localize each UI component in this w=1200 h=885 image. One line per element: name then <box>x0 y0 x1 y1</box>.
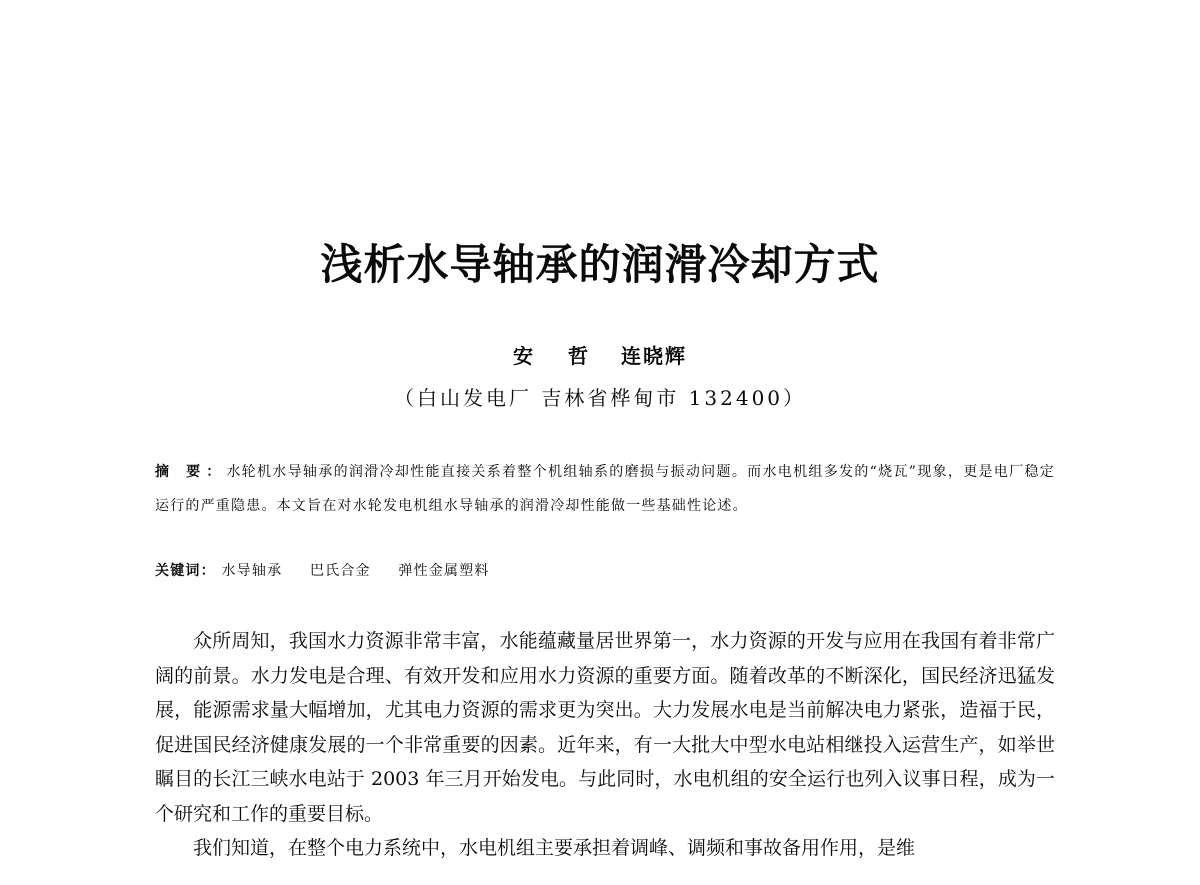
keywords <box>155 560 1055 580</box>
body-text <box>155 624 1055 866</box>
keyword: 弹性金属塑料 <box>398 563 490 579</box>
keyword: 水导轴承 <box>221 563 283 579</box>
author-name: 安 哲 <box>513 344 602 368</box>
author-list <box>0 340 1200 369</box>
author-name: 连晓辉 <box>620 344 687 368</box>
paragraph: 我们知道，在整个电力系统中，水电机组主要承担着调峰、调频和事故备用作用，是维 <box>193 837 916 859</box>
abstract <box>155 455 1055 523</box>
keyword: 巴氏合金 <box>309 563 371 579</box>
abstract-label: 摘 要： <box>155 464 227 480</box>
author-affiliation: （白山发电厂 吉林省桦甸市 132400） <box>393 386 807 410</box>
paper-title: 浅析水导轴承的润滑冷却方式 <box>320 240 880 289</box>
paragraph: 众所周知，我国水力资源非常丰富，水能蕴藏量居世界第一，水力资源的开发与应用在我国有着非常广阔的前景。水力发电是合理、有效开发和应用水力资源的重要方面。随着改革的不断深化，国民经济迅猛发展，能源需求量大幅增加，尤其电力资源的需求更为突出。大力发展水电是当前解决电力紧张，造福于民，促进国民经济健康发展的一个非常重要的因素。近年来，有一大批大中型水电站相继投入运营生产，如举世瞩目的长江三峡水电站于 2003 年三月开始发电。与此同时，水电机组的安全运行也列入议事日程，成为一个研究和工作的重要目标。 <box>155 630 1055 825</box>
keywords-label: 关键词： <box>155 563 216 579</box>
abstract-text: 水轮机水导轴承的润滑冷却性能直接关系着整个机组轴系的磨损与振动问题。而水电机组多发的“烧瓦”现象，更是电厂稳定运行的严重隐患。本文旨在对水轮发电机组水导轴承的润滑冷却性能做一些基础性论述。 <box>155 464 1055 514</box>
